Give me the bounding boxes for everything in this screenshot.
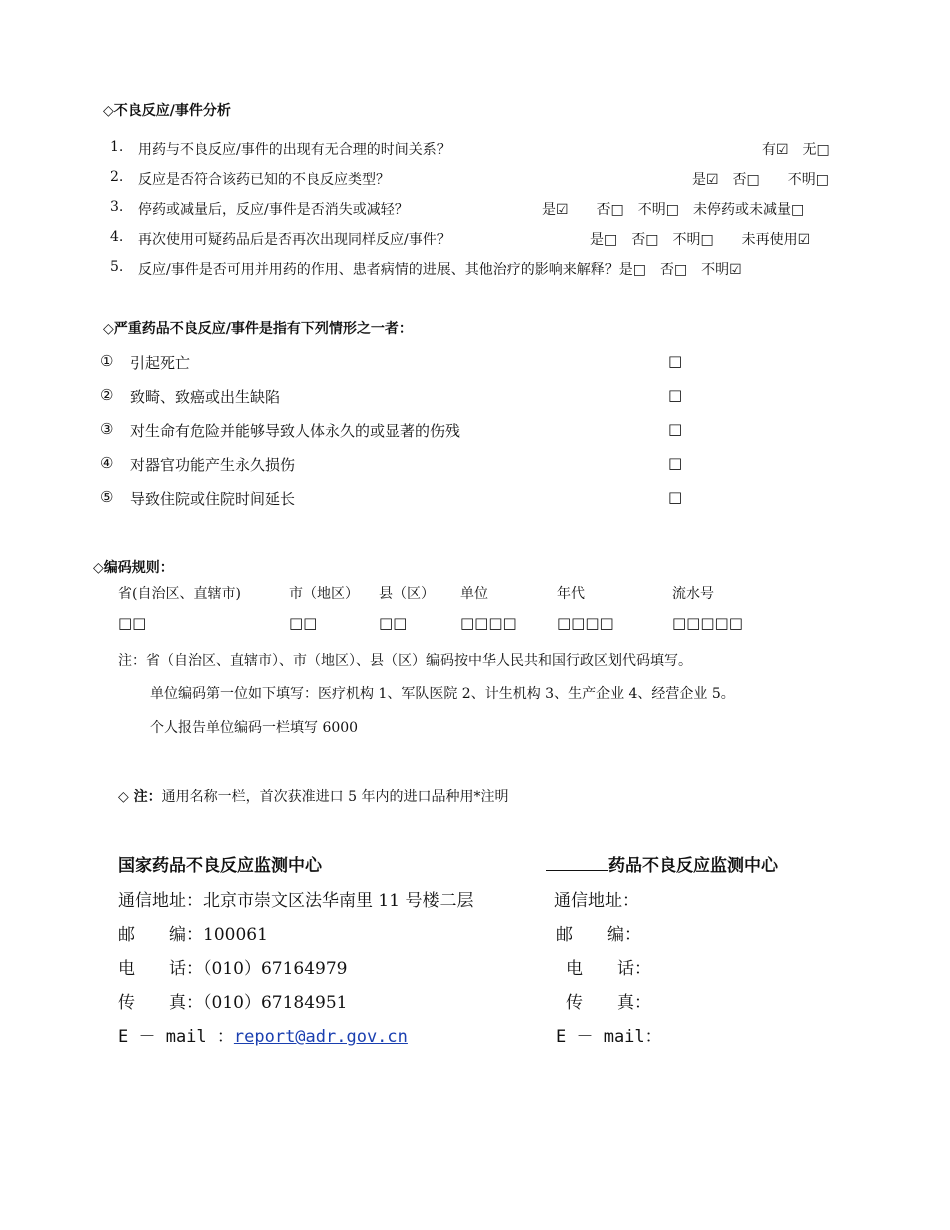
right-center-title: 药品不良反应监测中心 — [608, 856, 778, 876]
coding-label-city: 市（地区） — [289, 586, 359, 602]
question-2-options: 是☑ 否□ 不明□ — [692, 172, 830, 188]
serious-item-5-checkbox[interactable]: □ — [668, 488, 683, 506]
coding-label-unit: 单位 — [460, 586, 488, 602]
serious-item-4-text: 对器官功能产生永久损伤 — [130, 456, 296, 474]
question-2-text: 反应是否符合该药已知的不良反应类型？ — [138, 172, 390, 188]
serious-item-2-text: 致畸、致癌或出生缺陷 — [130, 388, 281, 406]
coding-boxes-year[interactable]: □□□□ — [557, 614, 614, 632]
coding-boxes-province[interactable]: □□ — [118, 614, 147, 632]
question-1-number: 1. — [110, 139, 124, 155]
coding-boxes-unit[interactable]: □□□□ — [460, 614, 517, 632]
region-name-blank[interactable] — [546, 854, 608, 871]
question-1-options: 有☑ 无□ — [762, 142, 830, 158]
question-1-text: 用药与不良反应/事件的出现有无合理的时间关系？ — [138, 142, 451, 158]
coding-note-2: 单位编码第一位如下填写：医疗机构 1、军队医院 2、计生机构 3、生产企业 4、经营企业 5。 — [150, 686, 735, 702]
coding-boxes-serial[interactable]: □□□□□ — [672, 614, 743, 632]
left-fax: 传 真：（010）67184951 — [118, 993, 348, 1013]
serious-item-4-checkbox[interactable]: □ — [668, 454, 683, 472]
serious-item-5-text: 导致住院或住院时间延长 — [130, 490, 296, 508]
serious-item-3-checkbox[interactable]: □ — [668, 420, 683, 438]
right-phone: 电 话： — [566, 959, 651, 979]
coding-note-1: 注：省（自治区、直辖市）、市（地区）、县（区）编码按中华人民共和国行政区划代码填写。 — [118, 653, 692, 669]
coding-label-province: 省(自治区、直辖市) — [118, 586, 241, 602]
coding-boxes-city[interactable]: □□ — [289, 614, 318, 632]
serious-item-1-marker: ① — [100, 352, 114, 370]
right-postcode: 邮 编： — [556, 925, 641, 945]
coding-note-3: 个人报告单位编码一栏填写 6000 — [150, 720, 359, 736]
analysis-heading: ◇不良反应/事件分析 — [103, 103, 231, 119]
serious-item-3-text: 对生命有危险并能够导致人体永久的或显著的伤残 — [130, 422, 461, 440]
right-fax: 传 真： — [566, 993, 651, 1013]
serious-item-2-marker: ② — [100, 386, 114, 404]
serious-item-3-marker: ③ — [100, 420, 114, 438]
question-5-number: 5. — [110, 259, 124, 275]
question-5-text: 反应/事件是否可用并用药的作用、患者病情的进展、其他治疗的影响来解释？是□ 否□ 不明☑ — [138, 262, 742, 278]
left-address: 通信地址：北京市崇文区法华南里 11 号楼二层 — [118, 891, 474, 911]
generic-note-label: ◇ 注： — [118, 789, 162, 805]
left-postcode: 邮 编：100061 — [118, 925, 268, 945]
question-3-number: 3. — [110, 199, 124, 215]
question-4-number: 4. — [110, 229, 124, 245]
coding-heading: ◇编码规则： — [93, 560, 174, 576]
coding-label-serial: 流水号 — [672, 586, 714, 602]
serious-item-4-marker: ④ — [100, 454, 114, 472]
serious-item-2-checkbox[interactable]: □ — [668, 386, 683, 404]
coding-label-year: 年代 — [557, 586, 585, 602]
serious-item-1-checkbox[interactable]: □ — [668, 352, 683, 370]
question-4-text: 再次使用可疑药品后是否再次出现同样反应/事件？ — [138, 232, 451, 248]
coding-boxes-county[interactable]: □□ — [379, 614, 408, 632]
question-2-number: 2. — [110, 169, 124, 185]
coding-label-county: 县（区） — [379, 586, 435, 602]
question-3-options: 是☑ 否□ 不明□ 未停药或未减量□ — [542, 202, 805, 218]
left-phone: 电 话：（010）67164979 — [118, 959, 348, 979]
email-link[interactable]: report@adr.gov.cn — [233, 1027, 408, 1047]
question-4-options: 是□ 否□ 不明□ 未再使用☑ — [590, 232, 811, 248]
question-3-text: 停药或减量后，反应/事件是否消失或减轻？ — [138, 202, 409, 218]
serious-item-1-text: 引起死亡 — [130, 354, 191, 372]
right-address: 通信地址： — [554, 891, 639, 911]
generic-note-text: 通用名称一栏，首次获准进口 5 年内的进口品种用*注明 — [161, 789, 509, 805]
left-center-title: 国家药品不良反应监测中心 — [118, 856, 322, 876]
serious-item-5-marker: ⑤ — [100, 488, 114, 506]
right-email-label: E － mail： — [556, 1027, 662, 1047]
serious-heading: ◇严重药品不良反应/事件是指有下列情形之一者： — [103, 321, 413, 337]
left-email-label: E － mail ： — [118, 1027, 234, 1047]
